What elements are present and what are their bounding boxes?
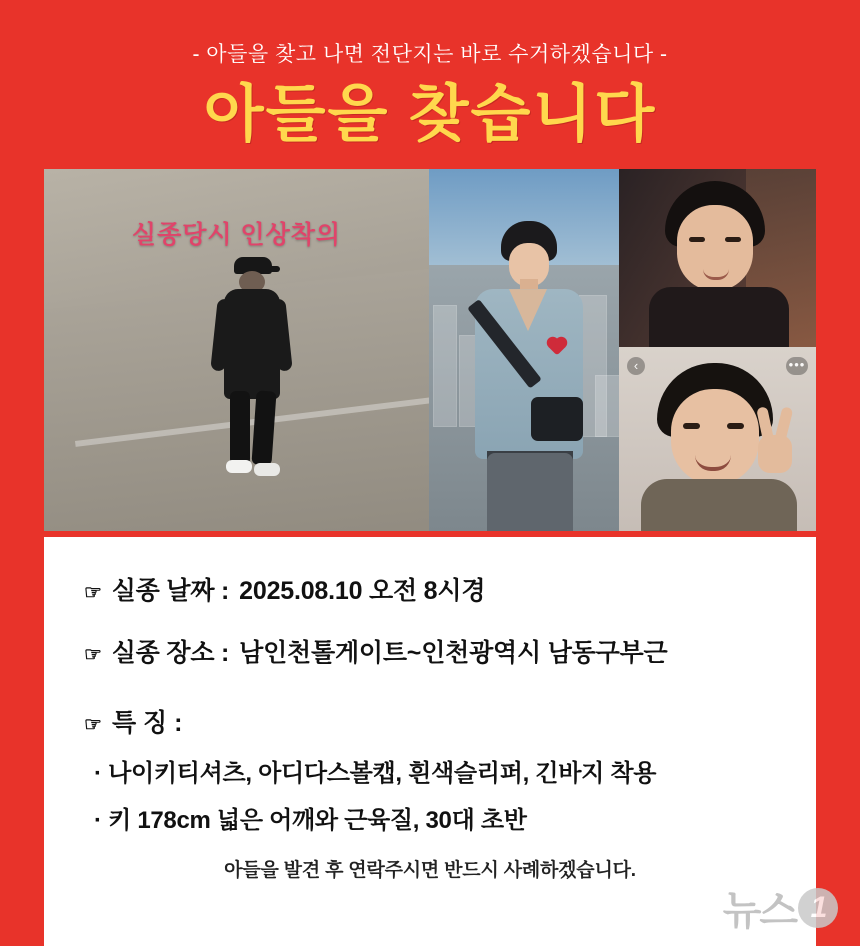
missing-date-value: 2025.08.10 오전 8시경 — [239, 577, 486, 606]
pointing-hand-icon: ☞ — [84, 714, 102, 737]
feature-text: 키 178cm 넓은 어깨와 근육질, 30대 초반 — [108, 807, 527, 835]
missing-place-label: 실종 장소 : — [111, 639, 230, 668]
figure-right-shoe — [254, 463, 280, 476]
missing-place-row — [84, 633, 776, 669]
portrait-shoulders — [649, 287, 789, 347]
portrait2-right-eye — [727, 423, 744, 429]
prev-arrow-icon[interactable]: ‹ — [627, 357, 645, 375]
feature-text: 나이키티셔츠, 아디다스볼캡, 흰색슬리퍼, 긴바지 착용 — [108, 760, 657, 788]
cctv-photo — [44, 169, 429, 531]
watermark — [723, 879, 838, 936]
feature-item — [94, 753, 776, 788]
missing-date-label: 실종 날짜 : — [111, 577, 230, 606]
missing-date-row — [84, 571, 776, 607]
photo-rooftop — [429, 169, 619, 531]
page-title: 아들을 찾습니다 — [203, 80, 657, 149]
person-standing — [465, 221, 590, 531]
building — [433, 305, 457, 427]
portrait-left-eye — [689, 237, 705, 242]
palm — [758, 435, 792, 473]
figure-left-shoe — [226, 460, 252, 473]
building — [595, 375, 619, 437]
photo-strip — [44, 169, 816, 531]
cctv-caption: 실종당시 인상착의 — [131, 221, 342, 250]
figure-left-leg — [230, 391, 250, 465]
watermark-text: 뉴스 — [722, 889, 796, 933]
features-label: 특 징 : — [111, 709, 183, 738]
crossbody-bag — [531, 397, 583, 441]
portrait2-left-eye — [683, 423, 700, 429]
figure-right-leg — [251, 390, 276, 465]
peace-sign-hand — [754, 407, 798, 473]
portrait-right-eye — [725, 237, 741, 242]
pointing-hand-icon: ☞ — [84, 582, 102, 605]
feature-item — [94, 800, 776, 835]
reward-note: 아들을 발견 후 연락주시면 반드시 사례하겠습니다. — [224, 860, 636, 882]
photo-column-right — [619, 169, 816, 531]
pointing-hand-icon: ☞ — [84, 644, 102, 667]
watermark-badge: 1 — [798, 888, 838, 928]
missing-place-value: 남인천톨게이트~인천광역시 남동구부근 — [239, 639, 668, 668]
poster-top-note: - 아들을 찾고 나면 전단지는 바로 수거하겠습니다 - — [192, 43, 668, 66]
person-pants — [487, 453, 573, 531]
photo-portrait-peace-sign — [619, 347, 816, 531]
photo-portrait-indoor — [619, 169, 816, 347]
features-header — [84, 703, 776, 739]
info-panel — [44, 537, 816, 946]
more-options-icon[interactable]: ••• — [786, 357, 808, 375]
bullet-icon: · — [94, 760, 102, 788]
bullet-icon: · — [94, 807, 102, 835]
cctv-figure — [212, 257, 290, 482]
portrait2-shoulders — [641, 479, 797, 531]
